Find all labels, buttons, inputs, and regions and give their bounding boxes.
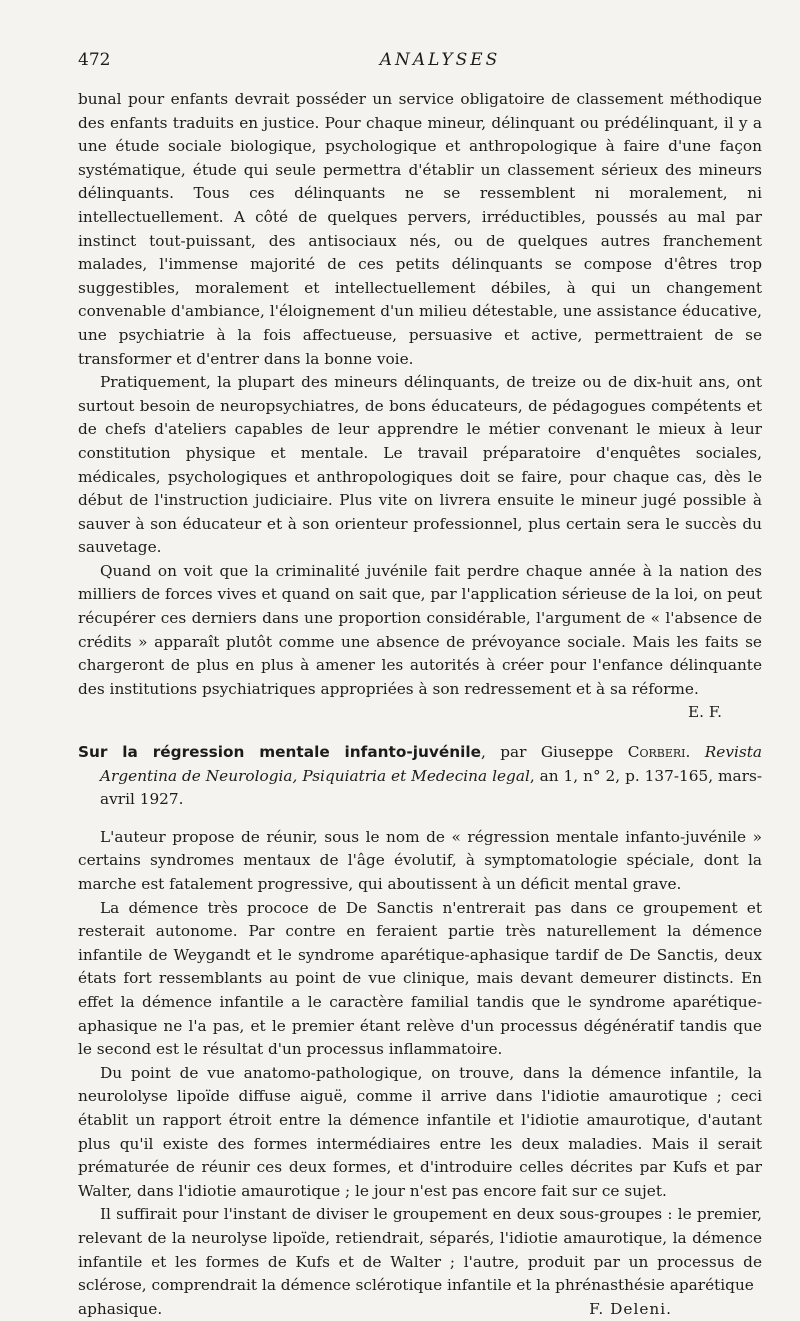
review-2-paragraph-3: Du point de vue anatomo-pathologique, on trouve, dans la démence infantile, la neurololyse lipoïde diffuse aiguë, comme il arrive dans l'idiotie amaurotique ; ceci établit un rapport étroit entre la démence infantile et l'idiotie amaurotique, d'autant plus qu'il existe des formes intermédiaires entre les deux maladies. Mais il serait prématurée de réunir ces deux formes, et d'introduire celles décrites par Kufs et par Walter, dans l'idiotie amaurotique ; le jour n'est pas encore fait sur ce sujet. (78, 1063, 762, 1200)
article-citation: , an 1, n° 2, p. 137-165, mars-avril 1927. (100, 766, 762, 809)
review-2-body (78, 826, 762, 1321)
review-2-paragraph-2: La démence très prococe de De Sanctis n'entrerait pas dans ce groupement et resterait autonome. Par contre en feraient partie très naturellement la démence infantile de Weygandt et le syndrome aparétique-aphasique tardif de De Sanctis, deux états fort ressemblants au point de vue clinique, mais devant demeurer distincts. En effet la démence infantile a le caractère familial tandis que le syndrome aparétique-aphasique ne l'a pas, et le premier étant relève d'un processus dégénératif tandis que le second est le résultat d'un processus inflammatoire. (78, 898, 762, 1059)
review-1-paragraph-2: Pratiquement, la plupart des mineurs délinquants, de treize ou de dix-huit ans, ont surtout besoin de neuropsychiatres, de bons éducateurs, de pédagogues compétents et de chefs d'ateliers capables de leur apprendre le métier convenant le mieux à leur constitution physique et mentale. Le travail préparatoire d'enquêtes sociales, médicales, psychologiques et anthropologiques doit se faire, pour chaque cas, dès le début de l'instruction judiciaire. Plus vite on livrera ensuite le mineur jugé possible à sauver à son éducateur et à son orienteur professionnel, plus certain sera le succès du sauvetage. (78, 373, 762, 557)
page-number: 472 (78, 50, 111, 70)
article-journal: Revista Argentina de Neurologia, Psiquiatria et Medecina legal (100, 743, 762, 785)
review-1 (78, 88, 762, 725)
review-1-paragraph-1: bunal pour enfants devrait posséder un service obligatoire de classement méthodique des enfants traduits en justice. Pour chaque mineur, délinquant ou prédélinquant, il y a une étude sociale biologique, psychologique et anthropologique à faire d'une façon systématique, étude qui seule permettra d'établir un classement sérieux des mineurs délinquants. Tous ces délinquants ne se ressemblent ni moralement, ni intellectuellement. A côté de quelques pervers, irréductibles, poussés au mal par instinct tout-puissant, des antisociaux nés, ou de quelques autres franchement malades, l'immense majorité de ces petits délinquants se compose d'êtres trop suggestibles, moralement et intellectuellement débiles, à qui un changement convenable d'ambiance, l'éloignement d'un milieu détestable, une assistance éducative, une psychiatrie à la fois affectueuse, persuasive et active, permettraient de se transformer et d'entrer dans la bonne voie. (78, 90, 762, 368)
article-title: Sur la régression mentale infanto-juvénile (78, 743, 481, 762)
review-2-paragraph-1: L'auteur propose de réunir, sous le nom de « régression mentale infanto-juvénile » certains syndromes mentaux de l'âge évolutif, à symptomatologie spéciale, dont la marche est fatalement progressive, qui aboutissent à un déficit mental grave. (78, 827, 762, 893)
review-2-heading (78, 741, 762, 812)
page-header (78, 50, 762, 80)
review-1-signature: E. F. (688, 703, 722, 722)
review-2-last-word: aphasique. (78, 1299, 163, 1318)
review-2-signature: F. Deleni. (589, 1299, 672, 1318)
article-by: , par Giuseppe (480, 743, 628, 762)
article-author-surname: Corberi (627, 743, 686, 762)
article-after-author: . (685, 743, 705, 762)
review-2-paragraph-4: Il suffirait pour l'instant de diviser le groupement en deux sous-groupes : le premier, relevant de la neurolyse lipoïde, retiendrait, séparés, l'idiotie amaurotique, la démence infantile et les formes de Kufs et de Walter ; l'autre, produit par un processus de sclérose, comprendrait la démence sclérotique infantile et la phrénasthésie aparétique (78, 1205, 762, 1295)
review-1-paragraph-3: Quand on voit que la criminalité juvénile fait perdre chaque année à la nation des milliers de forces vives et quand on sait que, par l'application sérieuse de la loi, on peut récupérer ces derniers dans une proportion considérable, l'argument de « l'absence de crédits » apparaît plutôt comme une absence de prévoyance sociale. Mais les faits se chargeront de plus en plus à amener les autorités à créer pour l'enfance délinquante des institutions psychiatriques appropriées à son redressement et à sa réforme. (78, 561, 762, 698)
running-title: ANALYSES (379, 50, 501, 70)
